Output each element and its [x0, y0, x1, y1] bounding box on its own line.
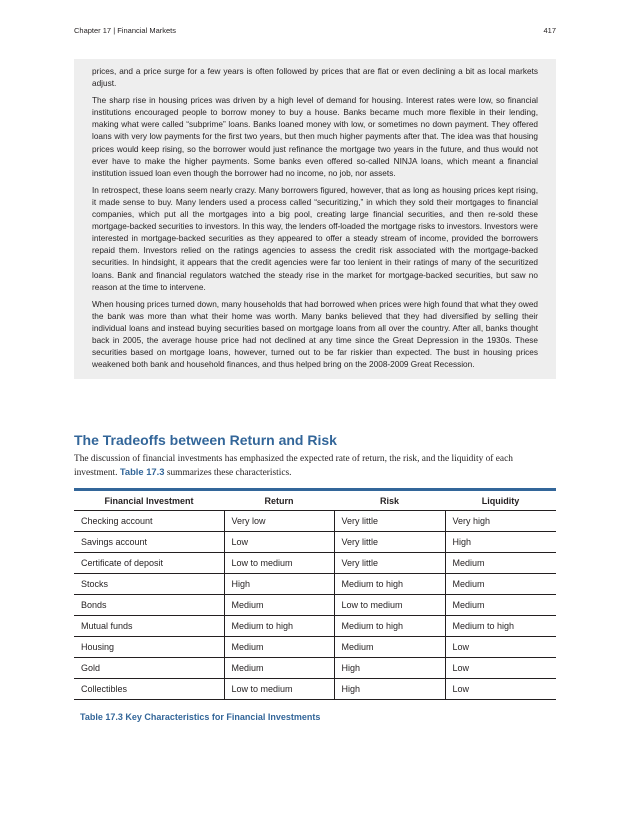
table-cell: High: [334, 658, 445, 679]
table-row: [74, 679, 556, 700]
feature-paragraph: prices, and a price surge for a few years is often followed by prices that are flat or even declining a bit as local markets adjust.: [92, 67, 538, 89]
table-cell: Medium: [445, 553, 556, 574]
table-row: [74, 595, 556, 616]
investments-table: [74, 488, 556, 700]
table-header-row: [74, 490, 556, 511]
table-cell: Medium to high: [334, 616, 445, 637]
feature-paragraph: In retrospect, these loans seem nearly crazy. Many borrowers figured, however, that as long as housing prices kept rising, it made sense to buy. Many lenders used a process called “securitizing,” in which they sold their mortgages to financial companies, which put all the mortgages into a big pool, creating large financial securities, and then re-sold these mortgage-backed securities to investors. In this way, the lenders off-loaded the mortgage risks to investors. Investors were interested in mortgage-backed securities as they appeared to offer a steady stream of income, provided the borrowers repaid them. Investors relied on the ratings agencies to assess the credit risk associated with the mortgage-backed securities. In hindsight, it appears that the credit agencies were far too lenient in their ratings of many of the securitized loans. Bank and financial regulators watched the steady rise in the market for mortgage-backed securities, but saw no reason at the time to intervene.: [92, 185, 538, 292]
feature-paragraph: When housing prices turned down, many households that had borrowed when prices were high found that what they owed the bank was more than what their home was worth. Many banks believed that they had diversified by selling their individual loans and instead buying securities based on mortgage loans from all over the country. After all, banks thought back in 2005, the average house price had not declined at any time since the Great Depression in the 1930s. These securities based on mortgage loans, however, turned out to be far riskier than expected. The bust in housing prices weakened both bank and household finances, and thus helped bring on the 2008-2009 Great Recession.: [92, 299, 538, 370]
table-cell: Medium: [445, 574, 556, 595]
column-header: Return: [224, 490, 334, 511]
page-header: [74, 26, 556, 35]
table-cell: Savings account: [74, 532, 224, 553]
table-cell: Medium to high: [334, 574, 445, 595]
table-cell: Bonds: [74, 595, 224, 616]
table-cell: Medium: [445, 595, 556, 616]
table-cell: Checking account: [74, 511, 224, 532]
table-cell: Certificate of deposit: [74, 553, 224, 574]
table-cell: Medium: [224, 595, 334, 616]
table-cell: Low to medium: [224, 679, 334, 700]
intro-text: The discussion of financial investments has emphasized the expected rate of return, the risk, and the liquidity of each investment.: [74, 454, 513, 478]
table-cell: Very high: [445, 511, 556, 532]
section-intro: [74, 453, 556, 479]
table-cell: Medium to high: [224, 616, 334, 637]
table-caption: Table 17.3 Key Characteristics for Financial Investments: [80, 712, 321, 722]
table-cell: Very little: [334, 532, 445, 553]
table-cell: Low to medium: [224, 553, 334, 574]
table-cell: High: [224, 574, 334, 595]
column-header: Liquidity: [445, 490, 556, 511]
table-cell: Low: [445, 637, 556, 658]
table-cell: Collectibles: [74, 679, 224, 700]
table-cell: Stocks: [74, 574, 224, 595]
feature-box: [74, 59, 556, 379]
chapter-title: Chapter 17 | Financial Markets: [74, 26, 176, 35]
section-title: The Tradeoffs between Return and Risk: [74, 432, 337, 448]
table-row: [74, 511, 556, 532]
table-row: [74, 553, 556, 574]
table-reference-link[interactable]: Table 17.3: [119, 465, 165, 477]
column-header: Financial Investment: [74, 490, 224, 511]
table-cell: Low to medium: [334, 595, 445, 616]
table-row: [74, 616, 556, 637]
table-row: [74, 637, 556, 658]
page-number: 417: [543, 26, 556, 35]
table-row: [74, 574, 556, 595]
table-cell: Housing: [74, 637, 224, 658]
table-cell: Very little: [334, 511, 445, 532]
table-cell: Medium to high: [445, 616, 556, 637]
intro-text-end: summarizes these characteristics.: [164, 467, 292, 478]
table-cell: Low: [445, 679, 556, 700]
table-cell: Low: [445, 658, 556, 679]
table-cell: Very little: [334, 553, 445, 574]
table-row: [74, 532, 556, 553]
table-cell: Mutual funds: [74, 616, 224, 637]
table-cell: Medium: [224, 658, 334, 679]
table-cell: Low: [224, 532, 334, 553]
column-header: Risk: [334, 490, 445, 511]
table-row: [74, 658, 556, 679]
table-cell: High: [334, 679, 445, 700]
table-body: [74, 511, 556, 700]
table-cell: Gold: [74, 658, 224, 679]
table-header: [74, 490, 556, 511]
table-cell: Very low: [224, 511, 334, 532]
table-cell: Medium: [224, 637, 334, 658]
table-cell: High: [445, 532, 556, 553]
table-cell: Medium: [334, 637, 445, 658]
feature-paragraph: The sharp rise in housing prices was driven by a high level of demand for housing. Interest rates were low, so financial institutions encouraged people to borrow money to buy a house. Banks became much more flexible in their lending, making what were called “subprime” loans. Banks loaned money with low, or sometimes no down payment. They offered loans with very low payments for the first two years, but then much higher payments after that. The idea was that housing prices would keep rising, so the borrower would just refinance the mortgage two years in the future, and thus would not ever have to make the higher payments. Some banks even offered so-called NINJA loans, which meant a financial institution issued loan even though the borrower had no income, no job, nor assets.: [92, 96, 538, 178]
